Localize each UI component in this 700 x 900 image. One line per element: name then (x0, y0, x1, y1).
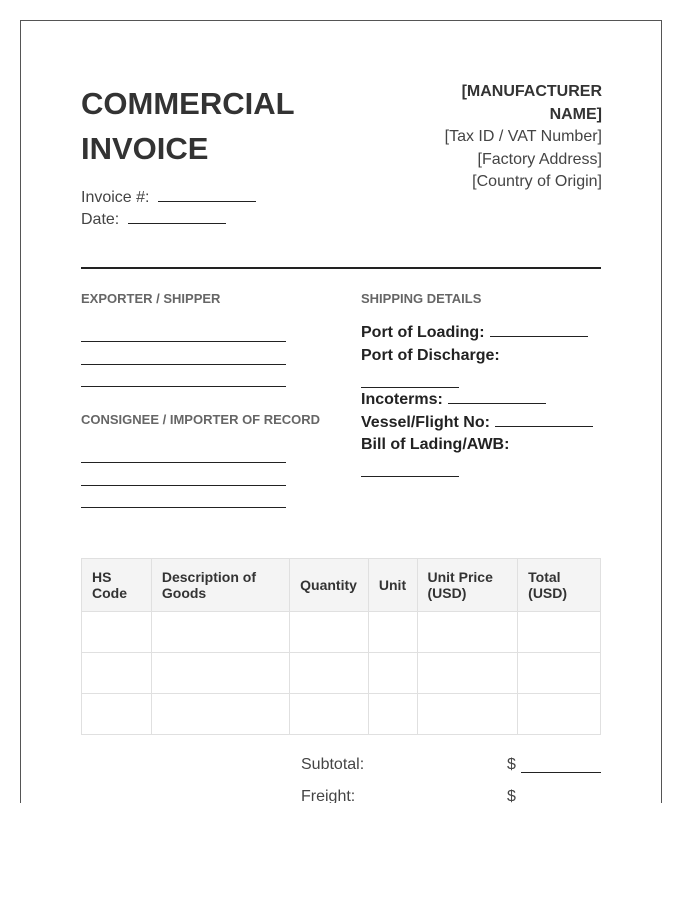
date-blank[interactable] (128, 223, 226, 224)
table-row (82, 694, 601, 735)
port-of-discharge-blank[interactable] (361, 386, 459, 388)
table-cell[interactable] (82, 653, 152, 694)
table-cell[interactable] (82, 612, 152, 653)
vessel-label: Vessel/Flight No: (361, 414, 490, 431)
port-of-loading-field[interactable] (361, 322, 588, 345)
unit-price-header-line-2: (USD) (427, 585, 467, 601)
subtotal-label: Subtotal: (301, 756, 365, 773)
exporter-line-1[interactable] (81, 341, 286, 342)
manufacturer-name-line-2: NAME] (549, 105, 602, 123)
port-of-loading-label: Port of Loading: (361, 324, 485, 341)
invoice-number-blank[interactable] (158, 201, 256, 202)
shipping-heading: SHIPPING DETAILS (361, 291, 482, 306)
total-header-line-1: Total (528, 569, 561, 585)
exporter-heading: EXPORTER / SHIPPER (81, 291, 221, 306)
manufacturer-address: [Factory Address] (477, 150, 602, 168)
items-header-row (82, 559, 601, 612)
table-cell[interactable] (151, 653, 289, 694)
invoice-title (81, 81, 381, 171)
bill-of-lading-blank[interactable] (361, 475, 459, 477)
port-of-loading-blank[interactable] (490, 335, 588, 337)
table-cell[interactable] (289, 694, 368, 735)
invoice-number-field[interactable] (81, 189, 256, 207)
manufacturer-tax-id: [Tax ID / VAT Number] (444, 128, 602, 145)
table-row (82, 612, 601, 653)
table-cell[interactable] (82, 694, 152, 735)
exporter-line-3[interactable] (81, 386, 286, 387)
hs-header-line-1: HS (92, 569, 112, 585)
incoterms-blank[interactable] (448, 402, 546, 404)
col-header-description (151, 559, 289, 612)
col-header-quantity: Quantity (289, 559, 368, 612)
date-field[interactable] (81, 211, 226, 229)
desc-header-line-1: Description of (161, 569, 256, 585)
table-cell[interactable] (417, 612, 518, 653)
port-of-discharge-label: Port of Discharge: (361, 347, 500, 364)
table-cell[interactable] (289, 612, 368, 653)
invoice-page (20, 20, 662, 803)
table-cell[interactable] (368, 612, 417, 653)
table-cell[interactable] (368, 694, 417, 735)
items-table (81, 558, 601, 735)
table-cell[interactable] (417, 694, 518, 735)
bill-of-lading-label: Bill of Lading/AWB: (361, 436, 510, 453)
title-line-2: INVOICE (81, 131, 209, 166)
manufacturer-country: [Country of Origin] (472, 173, 602, 190)
table-cell[interactable] (289, 653, 368, 694)
freight-label: Freight: (301, 788, 356, 803)
col-header-hs-code (82, 559, 152, 612)
consignee-line-3[interactable] (81, 507, 286, 508)
unit-price-header-line-1: Unit Price (427, 569, 493, 585)
header-divider (81, 267, 601, 269)
col-header-total (518, 559, 601, 612)
table-cell[interactable] (417, 653, 518, 694)
col-header-unit: Unit (368, 559, 417, 612)
manufacturer-block (362, 81, 602, 194)
col-header-unit-price (417, 559, 518, 612)
exporter-line-2[interactable] (81, 364, 286, 365)
table-row (82, 653, 601, 694)
vessel-field[interactable] (361, 412, 593, 435)
incoterms-label: Incoterms: (361, 391, 443, 408)
table-cell[interactable] (151, 694, 289, 735)
incoterms-field[interactable] (361, 389, 546, 412)
title-line-1: COMMERCIAL (81, 86, 295, 121)
table-cell[interactable] (518, 612, 601, 653)
desc-header-line-2: Goods (161, 585, 207, 601)
table-cell[interactable] (518, 694, 601, 735)
table-cell[interactable] (368, 653, 417, 694)
table-cell[interactable] (151, 612, 289, 653)
consignee-line-2[interactable] (81, 485, 286, 486)
hs-header-line-2: Code (92, 585, 127, 601)
consignee-line-1[interactable] (81, 462, 286, 463)
consignee-heading: CONSIGNEE / IMPORTER OF RECORD (81, 412, 321, 427)
freight-currency: $ (507, 788, 516, 803)
subtotal-currency: $ (507, 756, 516, 773)
manufacturer-name-line-1: [MANUFACTURER (461, 83, 602, 100)
vessel-blank[interactable] (495, 425, 593, 427)
subtotal-blank[interactable] (521, 772, 601, 773)
total-header-line-2: (USD) (528, 585, 568, 601)
invoice-number-label: Invoice #: (81, 189, 150, 206)
date-label: Date: (81, 211, 120, 228)
table-cell[interactable] (518, 653, 601, 694)
